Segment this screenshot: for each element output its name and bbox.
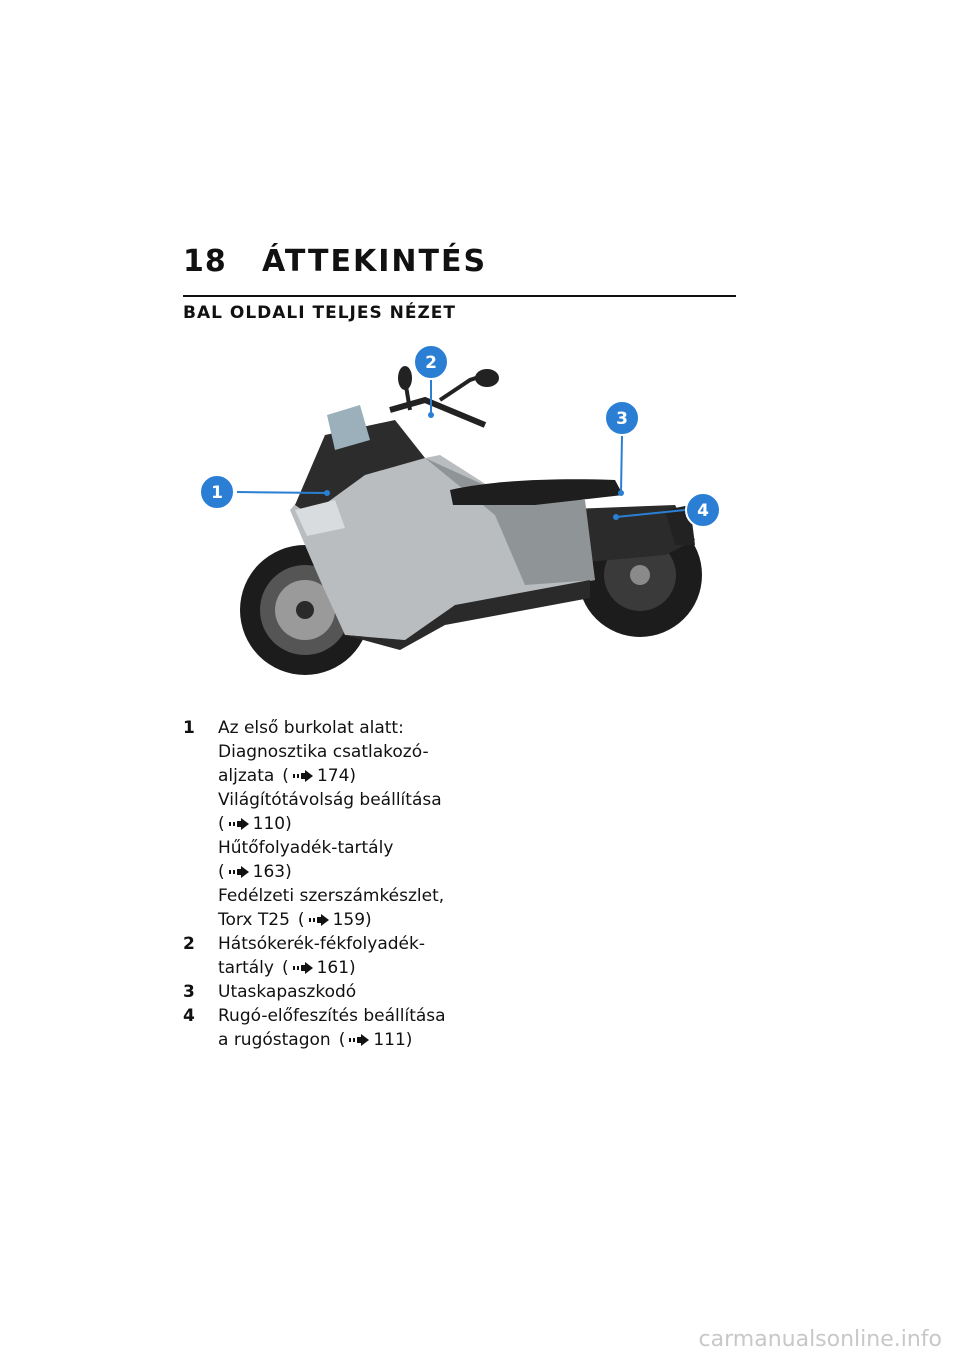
section-title: BAL OLDALI TELJES NÉZET <box>183 303 457 323</box>
page-reference-link[interactable]: ( 111) <box>338 1030 413 1050</box>
arrow-right-icon <box>228 817 250 831</box>
legend-item <box>183 716 483 932</box>
chapter-title: ÁTTEKINTÉS <box>262 244 488 279</box>
svg-text:2: 2 <box>425 353 437 373</box>
page-reference-link[interactable]: ( 161) <box>281 958 356 978</box>
legend-text: Világítótávolság beállítása <box>218 790 442 810</box>
arrow-right-icon <box>228 865 250 879</box>
page-reference-link[interactable]: ( 174) <box>282 766 357 786</box>
legend-text: Rugó-előfeszítés beállítása <box>218 1006 446 1026</box>
svg-text:1: 1 <box>211 483 223 503</box>
reference-page-number: 174 <box>316 766 350 786</box>
legend-line <box>218 884 483 908</box>
legend-text: aljzata <box>218 766 275 786</box>
legend-line <box>218 860 483 884</box>
legend-text: Hátsókerék-fékfolyadék- <box>218 934 425 954</box>
parts-legend <box>183 716 483 1052</box>
legend-text: Az első burkolat alatt: <box>218 718 404 738</box>
legend-item <box>183 980 483 1004</box>
reference-page-number: 159 <box>332 910 366 930</box>
watermark: carmanualsonline.info <box>698 1327 942 1352</box>
reference-page-number: 161 <box>316 958 350 978</box>
legend-text: a rugóstagon <box>218 1030 331 1050</box>
legend-item <box>183 1004 483 1052</box>
legend-item-number: 1 <box>183 718 195 738</box>
reference-page-number: 110 <box>252 814 286 834</box>
svg-text:4: 4 <box>697 501 709 521</box>
legend-line <box>218 740 483 764</box>
legend-line <box>218 812 483 836</box>
legend-line <box>218 956 483 980</box>
title-divider <box>183 295 736 297</box>
page-reference-link[interactable]: ( 159) <box>297 910 372 930</box>
legend-line <box>218 1028 483 1052</box>
legend-line <box>218 788 483 812</box>
legend-item-number: 4 <box>183 1006 195 1026</box>
legend-line <box>218 716 483 740</box>
legend-line <box>218 908 483 932</box>
callout-1 <box>200 475 234 509</box>
page-number: 18 <box>183 244 227 279</box>
callout-4 <box>686 493 720 527</box>
reference-page-number: 111 <box>373 1030 406 1050</box>
scooter-illustration <box>195 340 735 685</box>
callout-2 <box>414 345 448 379</box>
legend-text: Utaskapaszkodó <box>218 982 357 1002</box>
legend-text: tartály <box>218 958 274 978</box>
legend-item <box>183 932 483 980</box>
page-reference-link[interactable]: ( 110) <box>218 814 292 834</box>
legend-text: Fedélzeti szerszámkészlet, <box>218 886 445 906</box>
legend-line <box>218 764 483 788</box>
arrow-right-icon <box>348 1033 370 1047</box>
arrow-right-icon <box>292 961 314 975</box>
legend-text: Torx T25 <box>218 910 290 930</box>
legend-item-number: 2 <box>183 934 195 954</box>
legend-line <box>218 980 483 1004</box>
legend-text: Diagnosztika csatlakozó- <box>218 742 429 762</box>
svg-text:3: 3 <box>616 409 628 429</box>
legend-line <box>218 1004 483 1028</box>
arrow-right-icon <box>292 769 314 783</box>
reference-page-number: 163 <box>252 862 286 882</box>
page-reference-link[interactable]: ( 163) <box>218 862 292 882</box>
arrow-right-icon <box>308 913 330 927</box>
legend-line <box>218 836 483 860</box>
legend-text: Hűtőfolyadék-tartály <box>218 838 394 858</box>
legend-item-number: 3 <box>183 982 195 1002</box>
callout-3 <box>605 401 639 435</box>
legend-line <box>218 932 483 956</box>
